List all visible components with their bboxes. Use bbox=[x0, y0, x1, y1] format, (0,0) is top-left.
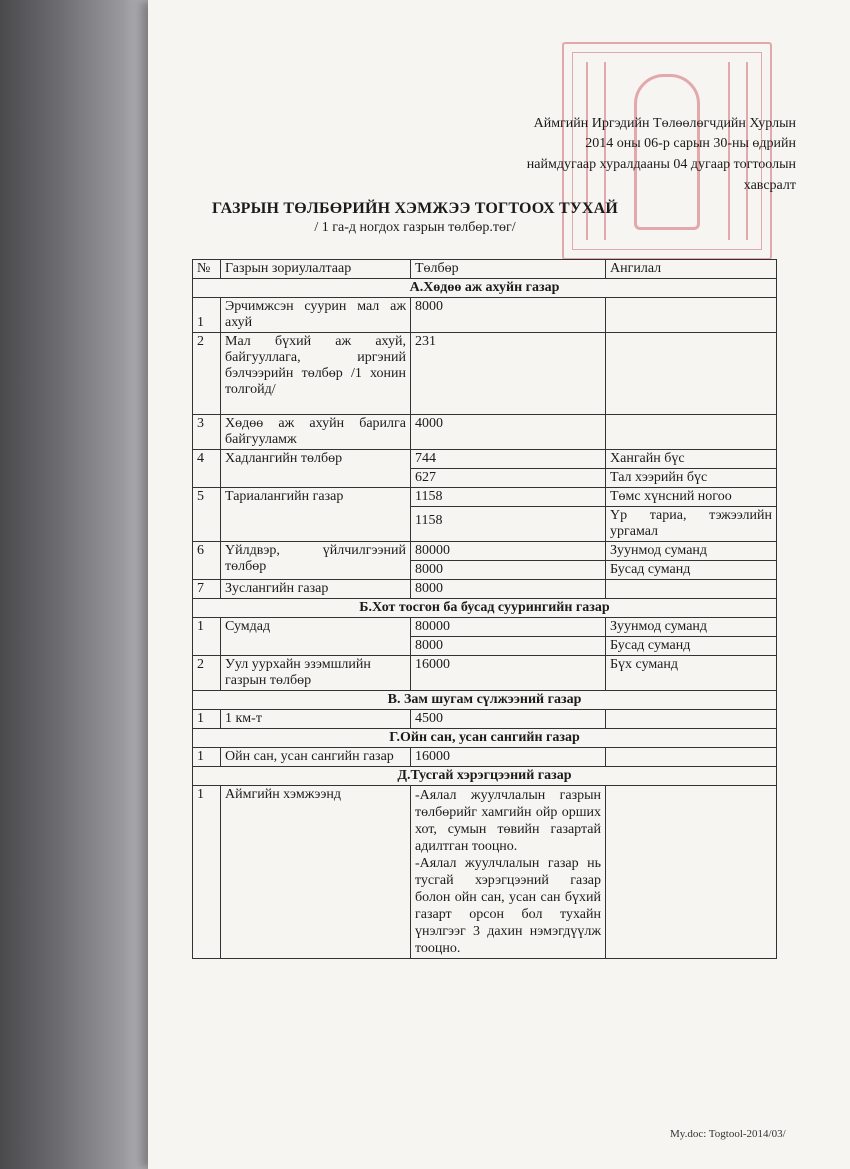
table-row: 1 1 км-т 4500 bbox=[193, 710, 777, 729]
table-row: 4 Хадлангийн төлбөр 744 Хангайн бүс bbox=[193, 450, 777, 469]
table-row: 3 Хөдөө аж ахуйн барилга байгууламж 4000 bbox=[193, 415, 777, 450]
book-left-page bbox=[0, 0, 165, 1169]
tourism-note-2: -Аялал жуулчлалын газар нь тусгай хэрэгцээний газар болон ойн сан, усан сан бүхий газарт орсон бол тухайн үнэлгээг 3 дахин нэмэгдүүлж тооцно. bbox=[415, 856, 601, 956]
header-line-4: хавсралт bbox=[743, 178, 796, 193]
table-header-row bbox=[193, 260, 777, 279]
table-row: 1 Сумдад 80000 Зуунмод суманд bbox=[193, 618, 777, 637]
table-row: 7 Зуслангийн газар 8000 bbox=[193, 580, 777, 599]
section-heading: Д.Тусгай хэрэгцээний газар bbox=[193, 767, 777, 786]
footer-file-reference: My.doc: Togtool-2014/03/ bbox=[670, 1128, 786, 1140]
section-heading: Б.Хот тосгон ба бусад суурингийн газар bbox=[193, 599, 777, 618]
table-row: 8000 Бусад суманд bbox=[193, 637, 777, 656]
column-header: № bbox=[193, 260, 221, 279]
column-header: Ангилал bbox=[606, 260, 777, 279]
table-row: 8000 Бусад суманд bbox=[193, 561, 777, 580]
section-heading: Г.Ойн сан, усан сангийн газар bbox=[193, 729, 777, 748]
section-heading: В. Зам шугам сүлжээний газар bbox=[193, 691, 777, 710]
table-row: 1 Ойн сан, усан сангийн газар 16000 bbox=[193, 748, 777, 767]
column-header: Төлбөр bbox=[411, 260, 606, 279]
table-row: 5 Тариалангийн газар 1158 Төмс хүнсний ногоо bbox=[193, 488, 777, 507]
table-row: 2 Мал бүхий аж ахуй, байгууллага, иргэний бэлчээрийн төлбөр /1 хонин толгойд/ 231 bbox=[193, 333, 777, 415]
column-header: Газрын зориулалтаар bbox=[221, 260, 411, 279]
tourism-note-1: -Аялал жуулчлалын газрын төлбөрийг хамгийн ойр орших хот, сумын төвийн газартай адилтган тооцно. bbox=[415, 788, 601, 854]
table-row: 1 Эрчимжсэн суурин мал аж ахуй 8000 bbox=[193, 298, 777, 333]
table-row: 1 Аймгийн хэмжээнд -Аялал жуулчлалын газрын төлбөрийг хамгийн ойр орших хот, сумын төвийн газартай адилтган тооцно. -Аялал жуулчлалын газар нь тусгай хэрэгцээний газар болон ойн сан, усан сан бүхий газарт орсон бол тухайн үнэлгээг 3 дахин нэмэгдүүлж тооцно. bbox=[193, 786, 777, 959]
header-line-1: Аймгийн Иргэдийн Төлөөлөгчдийн Хурлын bbox=[533, 116, 796, 131]
table-row: 627 Тал хээрийн бүс bbox=[193, 469, 777, 488]
table-row: 2 Уул уурхайн эзэмшлийн газрын төлбөр 16000 Бүх суманд bbox=[193, 656, 777, 691]
document-title: ГАЗРЫН ТӨЛБӨРИЙН ХЭМЖЭЭ ТОГТООХ ТУХАЙ bbox=[211, 200, 619, 217]
header-line-2: 2014 оны 06-р сарын 30-ны өдрийн bbox=[585, 136, 796, 151]
header-line-3: наймдугаар хуралдааны 04 дугаар тогтоолын bbox=[526, 157, 796, 172]
section-heading: А.Хөдөө аж ахуйн газар bbox=[193, 279, 777, 298]
document-subtitle: / 1 га-д ногдох газрын төлбөр.төг/ bbox=[314, 220, 516, 235]
table-row: 1158 Үр тариа, тэжээлийн ургамал bbox=[193, 507, 777, 542]
table-row: 6 Үйлдвэр, үйлчилгээний төлбөр 80000 Зуунмод суманд bbox=[193, 542, 777, 561]
land-fee-table bbox=[192, 259, 777, 959]
